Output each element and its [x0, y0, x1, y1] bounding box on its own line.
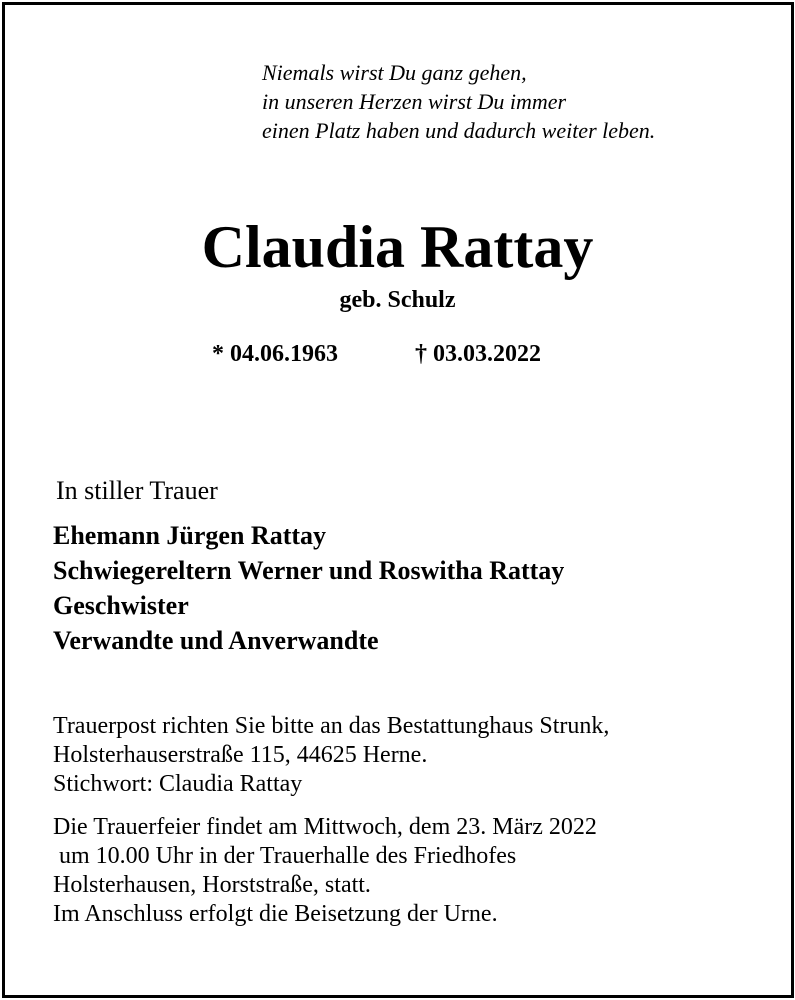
post-line: Stichwort: Claudia Rattay [53, 771, 303, 797]
life-dates [212, 339, 541, 369]
mourner-item: Geschwister [53, 591, 189, 620]
poem-line: Niemals wirst Du ganz gehen, [262, 60, 527, 85]
death-date: † 03.03.2022 [415, 341, 541, 367]
birth-name: geb. Schulz [339, 287, 456, 313]
mourners-list [53, 518, 564, 658]
mourner-item: Ehemann Jürgen Rattay [53, 521, 327, 550]
post-line: Trauerpost richten Sie bitte an das Bestattunghaus Strunk, [53, 713, 610, 739]
ceremony-line: um 10.00 Uhr in der Trauerhalle des Friedhofes [53, 843, 517, 869]
mourner-item: Verwandte und Anverwandte [53, 626, 379, 655]
birth-date: * 04.06.1963 [212, 341, 338, 367]
memorial-poem [262, 58, 655, 145]
poem-line: in unseren Herzen wirst Du immer [262, 89, 567, 114]
ceremony-info [53, 813, 597, 929]
deceased-name: Claudia Rattay [201, 214, 594, 280]
mourner-item: Schwiegereltern Werner und Roswitha Rattay [53, 556, 565, 585]
condolence-post-info [53, 712, 609, 799]
ceremony-line: Die Trauerfeier findet am Mittwoch, dem 23. März 2022 [53, 814, 597, 840]
ceremony-line: Im Anschluss erfolgt die Beisetzung der Urne. [53, 901, 498, 927]
ceremony-line: Holsterhausen, Horststraße, statt. [53, 872, 371, 898]
poem-line: einen Platz haben und dadurch weiter leben. [262, 118, 656, 143]
post-line: Holsterhauserstraße 115, 44625 Herne. [53, 742, 428, 768]
mourning-intro: In stiller Trauer [56, 476, 218, 505]
